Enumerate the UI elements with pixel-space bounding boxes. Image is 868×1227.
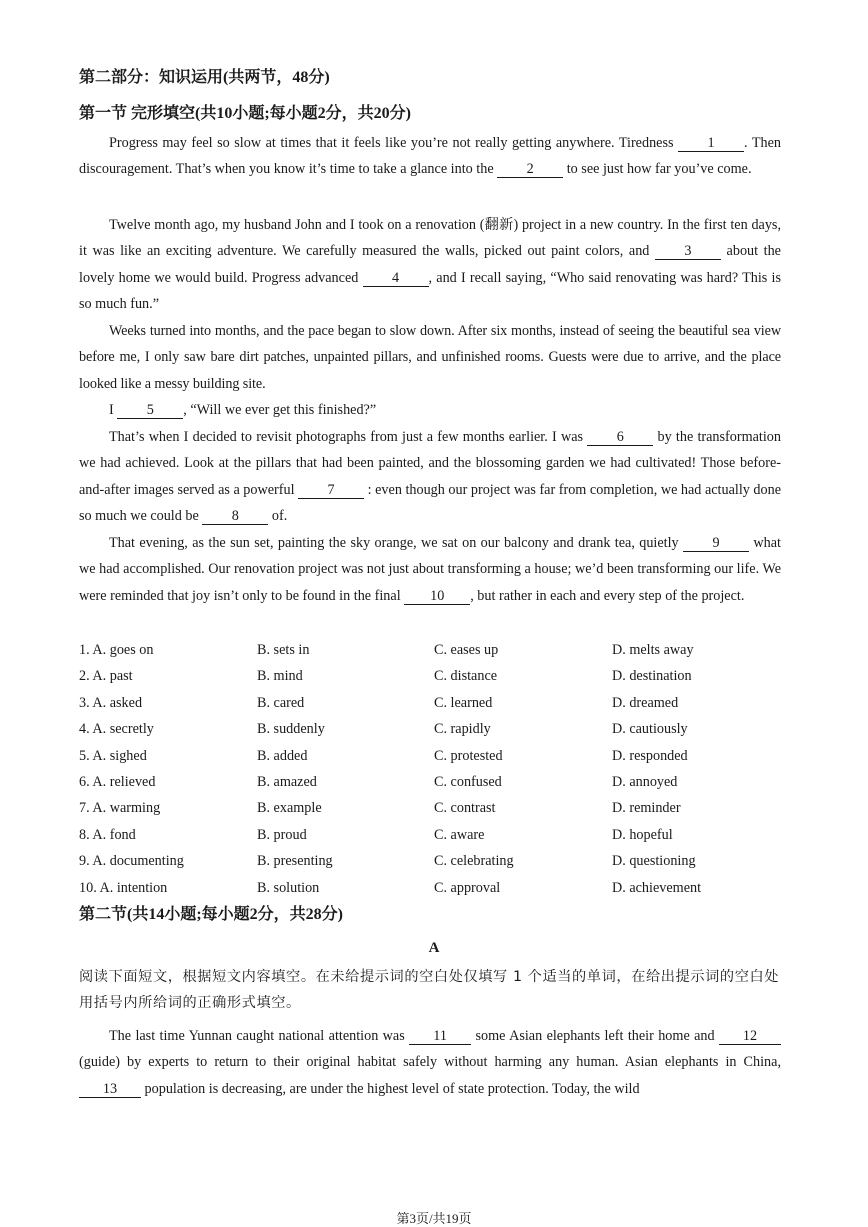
option-d: D. dreamed — [612, 694, 679, 711]
passage-a: The last time Yunnan caught national attention was 11 some Asian elephants left their home and 12 (guide) by experts to return to their original habitat safely without harming any human. Asian elephants in China, 13 population is decreasing, are under the highest level of state protection. Today, the wild — [79, 1028, 781, 1097]
section2-title: 第二节(共14小题;每小题2分，共28分) — [79, 906, 343, 923]
blank-5: 5 — [117, 403, 183, 419]
option-a: 8. A. fond — [79, 826, 136, 843]
option-row — [79, 743, 799, 769]
blank-6: 6 — [587, 430, 653, 446]
option-b: B. sets in — [257, 642, 310, 658]
option-row — [79, 769, 799, 795]
option-b: B. presenting — [257, 853, 333, 870]
part-title: 第二部分：知识运用(共两节，48分) — [79, 69, 330, 86]
option-c: C. protested — [434, 747, 503, 764]
option-c: C. confused — [434, 773, 502, 790]
option-b: B. solution — [257, 879, 320, 896]
page-footer: 第3页/共19页 — [396, 1211, 472, 1226]
option-b: B. cared — [257, 694, 305, 711]
cloze-paragraph-5: That’s when I decided to revisit photographs from just a few months earlier. I was 6 by the transformation we had achieved. Look at the pillars that had been painted, and the blossoming garden we had cultivated! Those before-and-after images served as a powerful 7 : even though our project was far from completion, we had actually done so much we could be 8 of. — [79, 429, 781, 525]
option-a: 3. A. asked — [79, 694, 143, 711]
option-a: 10. A. intention — [79, 879, 168, 896]
cloze-paragraph-2: Twelve month ago, my husband John and I took on a renovation (翻新) project in a new country. In the first ten days, it was like an exciting adventure. We carefully measured the walls, picked out paint colors, and 3 about the lovely home we would build. Progress advanced 4 , and I recall saying, “Who said renovating was hard? This is so much fun.” — [79, 217, 781, 313]
option-b: B. added — [257, 747, 308, 764]
section1-title: 第一节 完形填空(共10小题;每小题2分，共20分) — [79, 105, 411, 122]
option-d: D. questioning — [612, 853, 696, 870]
option-row — [79, 875, 799, 901]
option-c: C. distance — [434, 668, 498, 685]
cloze-paragraph-6: That evening, as the sun set, painting the sky orange, we sat on our balcony and drank tea, quietly 9 what we had accomplished. Our renovation project was not just about transforming a house; we’d been transforming our life. We were reminded that joy isn’t only to be found in the final 10 , but rather in each and every step of the project. — [79, 535, 781, 604]
option-b: B. suddenly — [257, 721, 325, 738]
option-c: C. eases up — [434, 642, 499, 658]
option-d: D. achievement — [612, 879, 702, 896]
option-b: B. mind — [257, 668, 303, 685]
option-d: D. reminder — [612, 800, 681, 817]
blank-10: 10 — [404, 589, 470, 605]
blank-2: 2 — [497, 162, 563, 178]
option-row — [79, 848, 799, 874]
option-b: B. example — [257, 800, 322, 817]
option-row — [79, 716, 799, 742]
option-c: C. contrast — [434, 800, 496, 817]
option-a: 6. A. relieved — [79, 773, 156, 790]
option-row — [79, 663, 799, 689]
blank-11: 11 — [409, 1029, 471, 1045]
option-c: C. rapidly — [434, 721, 491, 738]
cloze-paragraph-3: Weeks turned into months, and the pace began to slow down. After six months, instead of seeing the beautiful sea view before me, I only saw bare dirt patches, unpainted pillars, and unfinished rooms. Guests were due to arrive, and the place looked like a messy building site. — [79, 323, 781, 392]
blank-12: 12 — [719, 1029, 781, 1045]
option-b: B. proud — [257, 826, 307, 843]
option-d: D. hopeful — [612, 826, 673, 843]
blank-9: 9 — [683, 536, 749, 552]
cloze-paragraph-1: Progress may feel so slow at times that it feels like you’re not really getting anywhere. Tiredness 1 . Then discouragement. That’s when you know it’s time to take a glance into the 2 to see just how far you’ve come. — [79, 135, 781, 178]
option-c: C. learned — [434, 694, 493, 711]
option-d: D. destination — [612, 668, 692, 685]
blank-8: 8 — [202, 509, 268, 525]
option-b: B. amazed — [257, 773, 317, 790]
cloze-paragraph-4: I 5 , “Will we ever get this finished?” — [109, 402, 377, 418]
option-c: C. aware — [434, 826, 485, 843]
option-a: 7. A. warming — [79, 800, 161, 817]
option-d: D. annoyed — [612, 773, 678, 790]
option-a: 4. A. secretly — [79, 721, 154, 738]
option-c: C. approval — [434, 879, 501, 896]
option-row — [79, 822, 799, 848]
option-a: 1. A. goes on — [79, 642, 154, 658]
blank-4: 4 — [363, 271, 429, 287]
option-row — [79, 795, 799, 821]
blank-1: 1 — [678, 136, 744, 152]
option-a: 2. A. past — [79, 668, 133, 685]
option-row — [79, 637, 799, 663]
option-d: D. cautiously — [612, 721, 688, 738]
option-c: C. celebrating — [434, 853, 514, 870]
blank-13: 13 — [79, 1082, 141, 1098]
blank-3: 3 — [655, 244, 721, 260]
option-row — [79, 690, 799, 716]
options-list — [79, 637, 799, 901]
option-a: 5. A. sighed — [79, 747, 147, 764]
instructions: 阅读下面短文，根据短文内容填空。在未给提示词的空白处仅填写 1 个适当的单词，在给出提示词的空白处用括号内所给词的正确形式填空。 — [79, 969, 780, 1012]
passage-a-label: A — [428, 940, 440, 956]
option-d: D. melts away — [612, 642, 694, 658]
blank-7: 7 — [298, 483, 364, 499]
option-a: 9. A. documenting — [79, 853, 184, 870]
option-d: D. responded — [612, 747, 688, 764]
